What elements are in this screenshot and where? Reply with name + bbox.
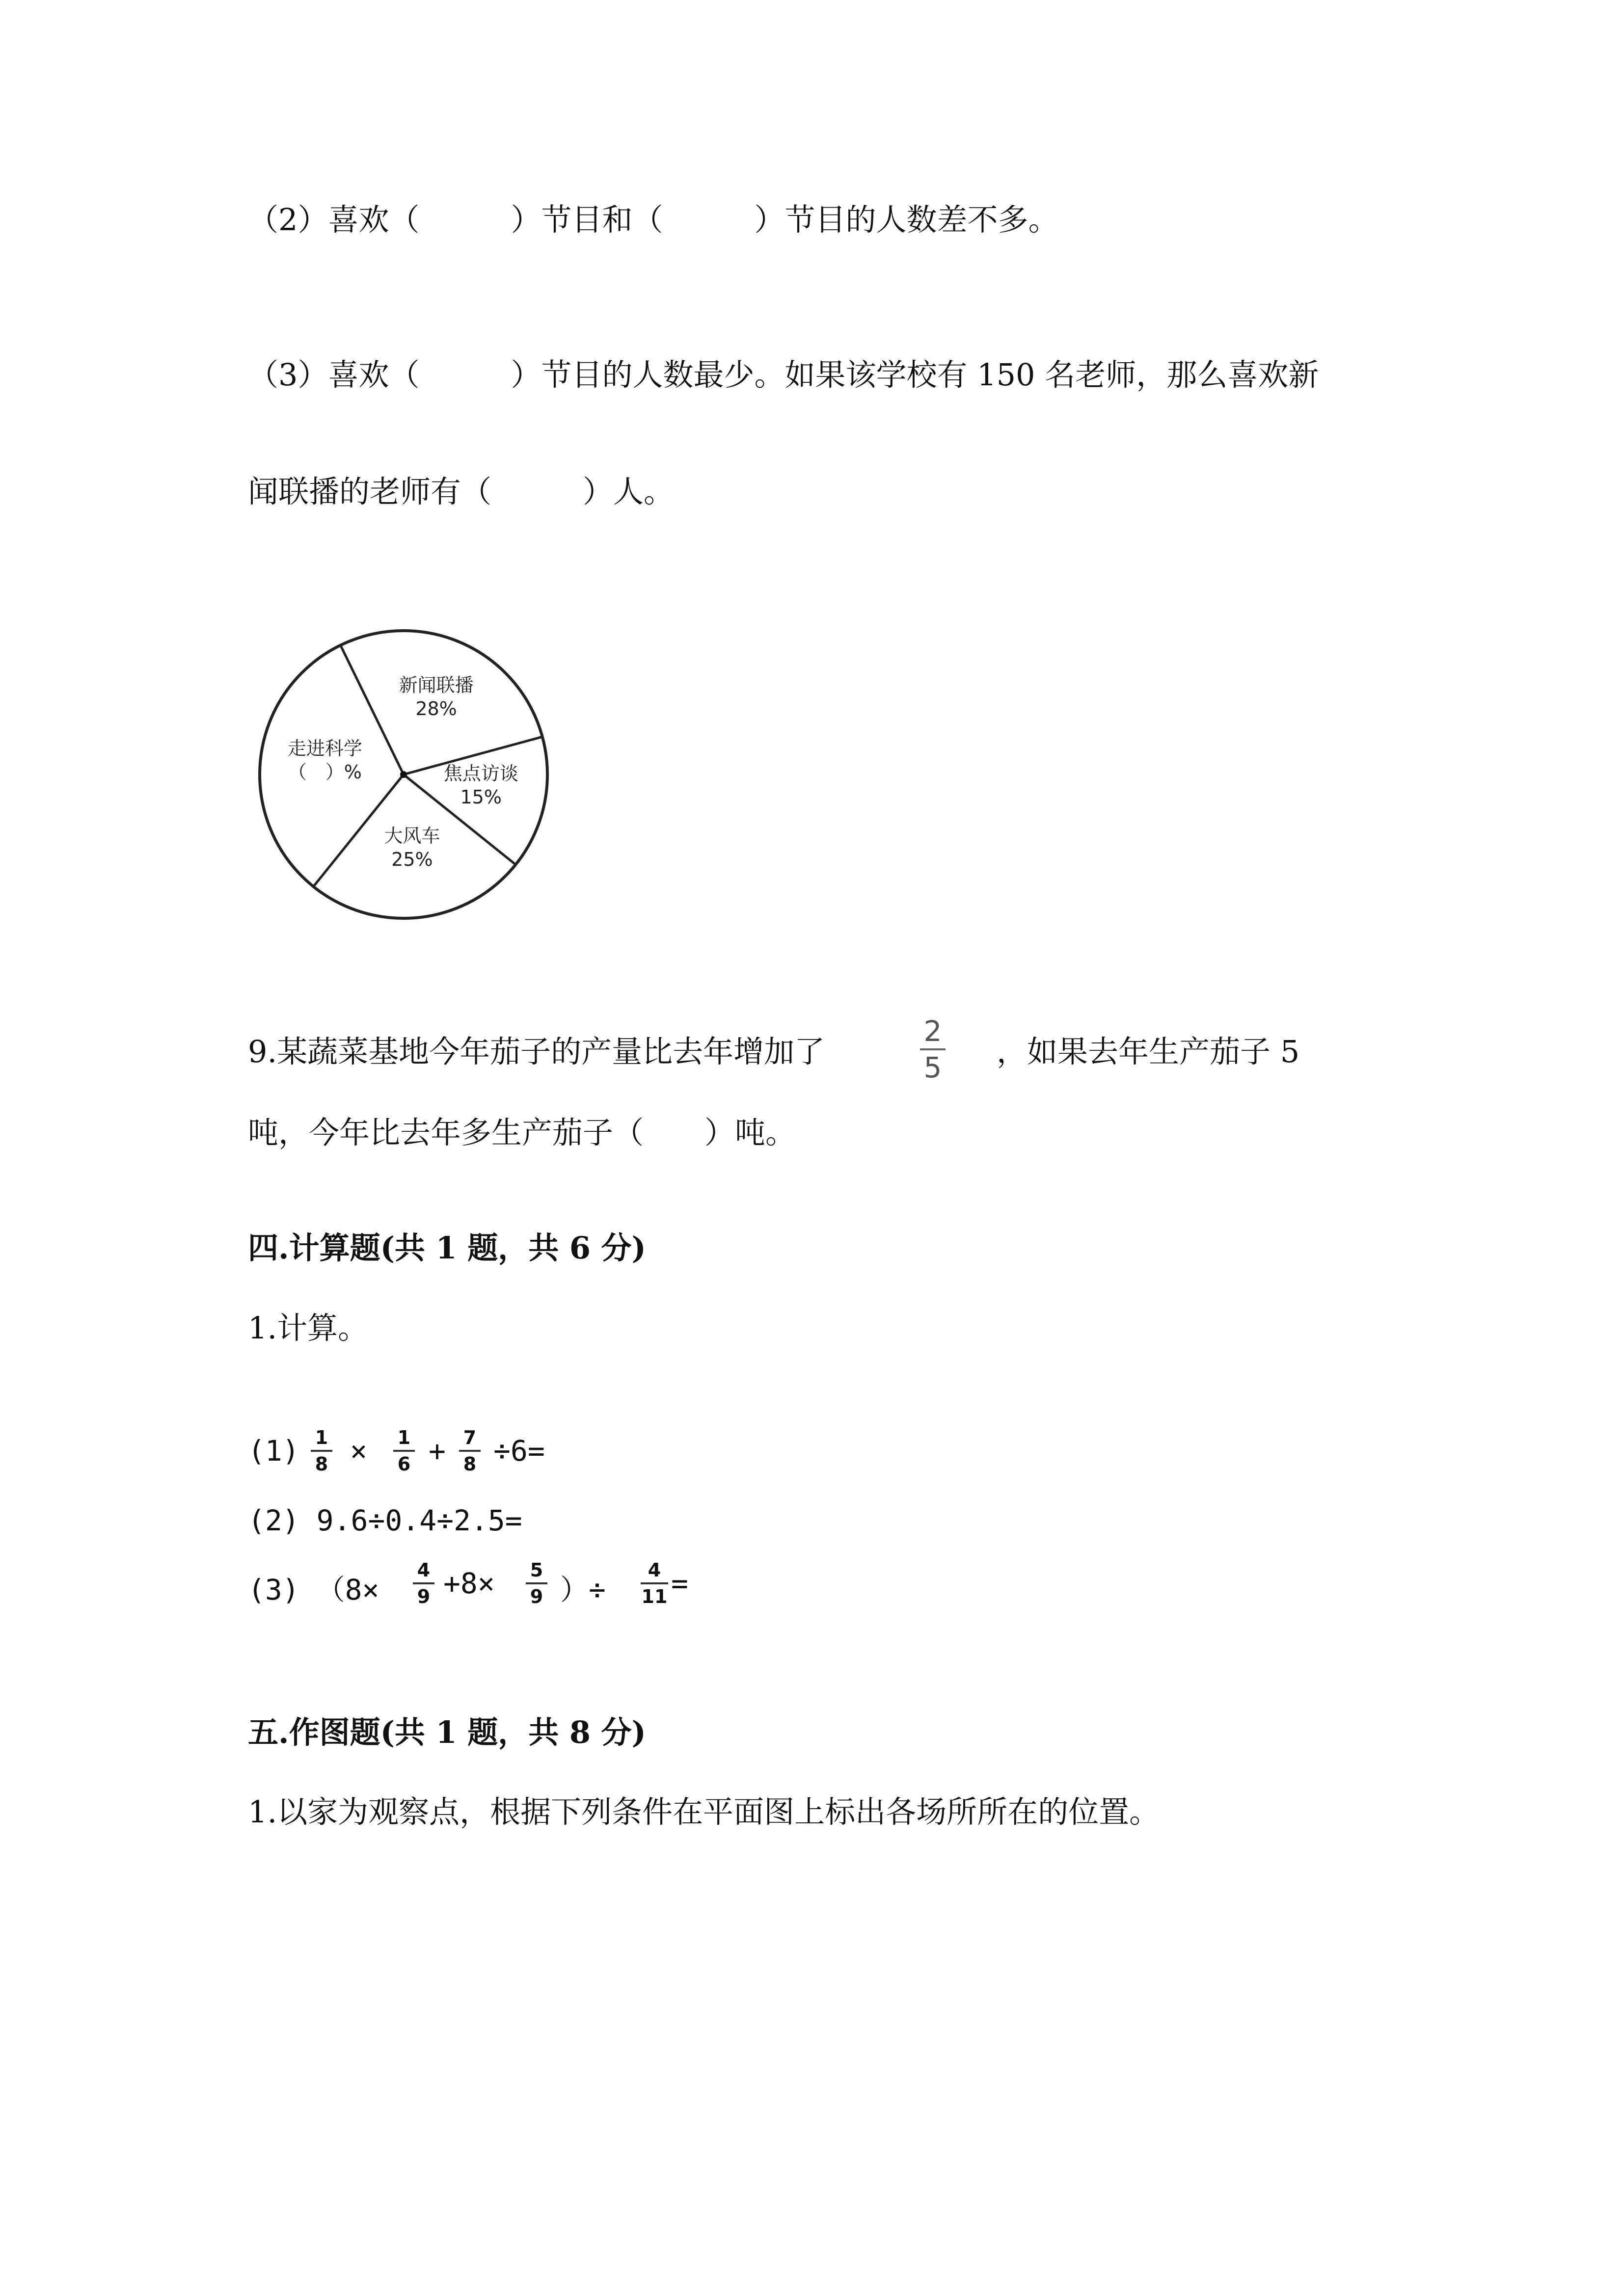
question-8-part-2: （2）喜欢（ ）节目和（ ）节目的人数差不多。 [248, 202, 1059, 238]
fraction-bar [920, 1048, 946, 1050]
fraction-numerator: 4 [648, 1559, 661, 1581]
fraction-denominator: 8 [463, 1453, 477, 1475]
pie-slice-value: 15% [460, 786, 502, 808]
section-5-heading: 五.作图题(共 1 题，共 8 分) [248, 1714, 646, 1750]
expression-3-prefix: (3) （8× [248, 1573, 379, 1606]
pie-slice-label: 大风车 [384, 825, 440, 847]
question-8-part-3-line-1: （3）喜欢（ ）节目的人数最少。如果该学校有 150 名老师，那么喜欢新 [248, 357, 1319, 393]
expression-1-prefix: (1) [248, 1434, 299, 1468]
pie-slice-label: 新闻联播 [399, 674, 474, 696]
pie-slice-label: 焦点访谈 [443, 762, 518, 784]
expression-3-middle: +8× [443, 1567, 495, 1600]
fraction-1-8 [311, 1427, 332, 1474]
section-4-heading: 四.计算题(共 1 题，共 6 分) [248, 1230, 646, 1266]
expression-3 [248, 1560, 739, 1624]
question-9-line-1-before-fraction: 9.某蔬菜基地今年茄子的产量比去年增加了 [248, 1034, 825, 1069]
fraction-7-8 [459, 1427, 481, 1474]
question-9-line-1-after-fraction: ，如果去年生产茄子 5 [997, 1034, 1300, 1069]
fraction-bar [459, 1450, 481, 1452]
fraction-1-6 [393, 1427, 415, 1474]
question-8-part-3-line-2: 闻联播的老师有（ ）人。 [248, 474, 675, 509]
fraction-bar [526, 1582, 547, 1584]
pie-slice-value: 25% [391, 849, 433, 871]
fraction-bar [311, 1450, 332, 1452]
fraction-bar [413, 1582, 434, 1584]
fraction-4-9 [413, 1560, 434, 1607]
fraction-denominator: 9 [417, 1586, 431, 1607]
fraction-numerator: 2 [923, 1015, 942, 1048]
fraction-denominator: 6 [397, 1453, 411, 1475]
fraction-5-9 [526, 1560, 547, 1607]
fraction-numerator: 5 [530, 1559, 543, 1581]
pie-slice-value: 28% [415, 698, 457, 720]
fraction-numerator: 7 [463, 1427, 477, 1448]
pie-chart [251, 622, 556, 927]
fraction-denominator: 9 [530, 1586, 543, 1607]
fraction-bar [393, 1450, 415, 1452]
pie-slice-value: （ ）% [288, 761, 362, 783]
question-9-line-2: 吨，今年比去年多生产茄子（ ）吨。 [248, 1115, 796, 1150]
expression-3-close: ）÷ [560, 1573, 606, 1606]
fraction-bar [641, 1582, 668, 1584]
expression-3-tail: = [671, 1567, 688, 1600]
fraction-numerator: 4 [417, 1559, 431, 1581]
section-5-question-1: 1.以家为观察点，根据下列条件在平面图上标出各场所所在的位置。 [248, 1794, 1160, 1830]
fraction-denominator: 8 [315, 1453, 328, 1475]
pie-center-dot [400, 771, 407, 778]
expression-2: (2) 9.6÷0.4÷2.5= [248, 1504, 522, 1537]
pie-slice-label: 走进科学 [287, 738, 362, 760]
fraction-4-11 [641, 1560, 668, 1607]
fraction-denominator: 5 [923, 1051, 942, 1084]
question-9-fraction [920, 1016, 946, 1083]
fraction-numerator: 1 [397, 1427, 411, 1448]
expression-1-tail: ÷6= [493, 1434, 545, 1468]
section-4-question-1-title: 1.计算。 [248, 1310, 369, 1346]
expression-1 [248, 1427, 641, 1491]
fraction-denominator: 11 [641, 1586, 668, 1607]
plus-sign: + [429, 1434, 446, 1468]
multiply-sign: × [350, 1434, 367, 1468]
fraction-numerator: 1 [315, 1427, 328, 1448]
